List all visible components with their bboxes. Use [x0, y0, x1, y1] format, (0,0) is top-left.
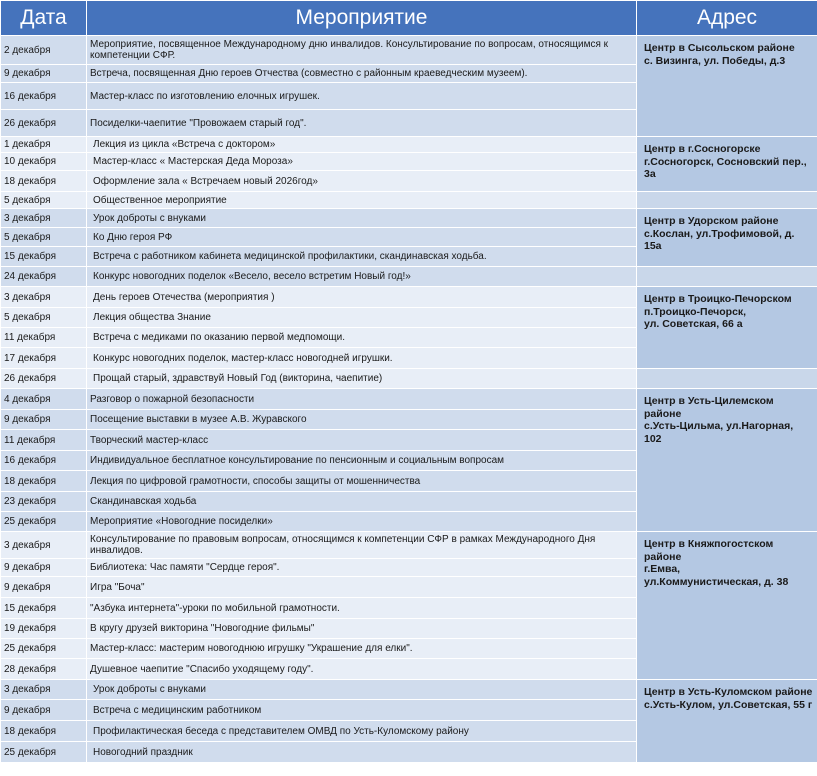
event-row: [1, 389, 817, 410]
event-description: Профилактическая беседа с представителем ОМВД по Усть-Куломскому району: [87, 721, 637, 742]
event-date: 9 декабря: [1, 65, 87, 83]
address-empty-cell: [637, 267, 817, 287]
event-description: Конкурс новогодних поделок «Весело, весело встретим Новый год!»: [87, 267, 637, 287]
header-row: [1, 1, 817, 36]
event-date: 16 декабря: [1, 451, 87, 471]
event-description: Новогодний праздник: [87, 742, 637, 763]
event-date: 11 декабря: [1, 430, 87, 451]
event-description: Урок доброты с внуками: [87, 680, 637, 700]
event-date: 3 декабря: [1, 680, 87, 700]
event-description: Лекция по цифровой грамотности, способы защиты от мошенничества: [87, 471, 637, 492]
event-date: 3 декабря: [1, 532, 87, 559]
event-description: Мероприятие, посвященное Международному дню инвалидов. Консультирование по вопросам, относящимся к компетенции СФР.: [87, 36, 637, 65]
event-date: 11 декабря: [1, 328, 87, 348]
event-description: Мастер-класс: мастерим новогоднюю игрушку "Украшение для елки".: [87, 639, 637, 659]
header-date: Дата: [1, 1, 87, 36]
event-date: 18 декабря: [1, 471, 87, 492]
event-date: 23 декабря: [1, 492, 87, 512]
event-date: 9 декабря: [1, 577, 87, 598]
header-address: Адрес: [637, 1, 817, 36]
event-date: 5 декабря: [1, 228, 87, 247]
event-description: Консультирование по правовым вопросам, относящимся к компетенции СФР в рамках Международного Дня инвалидов.: [87, 532, 637, 559]
event-description: Душевное чаепитие "Спасибо уходящему году".: [87, 659, 637, 680]
event-date: 9 декабря: [1, 700, 87, 721]
event-row: [1, 532, 817, 559]
event-row: [1, 267, 817, 287]
event-description: Игра "Боча": [87, 577, 637, 598]
event-description: Встреча, посвященная Дню героев Отчества (совместно с районным краеведческим музеем).: [87, 65, 637, 83]
event-description: Библиотека: Час памяти "Сердце героя".: [87, 559, 637, 577]
center-address: Центр в г.Сосногорске г.Сосногорск, Сосновский пер., 3а: [637, 137, 817, 192]
event-date: 9 декабря: [1, 410, 87, 430]
event-row: [1, 36, 817, 65]
event-row: [1, 209, 817, 228]
event-date: 10 декабря: [1, 153, 87, 171]
center-address: Центр в Усть-Цилемском районе с.Усть-Цильма, ул.Нагорная, 102: [637, 389, 817, 532]
event-row: [1, 137, 817, 153]
event-date: 26 декабря: [1, 369, 87, 389]
event-date: 4 декабря: [1, 389, 87, 410]
event-description: Ко Дню героя РФ: [87, 228, 637, 247]
event-description: Оформление зала « Встречаем новый 2026год»: [87, 171, 637, 192]
event-description: Общественное мероприятие: [87, 192, 637, 209]
center-address: Центр в Усть-Куломском районе с.Усть-Кулом, ул.Советская, 55 г: [637, 680, 817, 763]
event-date: 1 декабря: [1, 137, 87, 153]
event-description: Индивидуальное бесплатное консультирование по пенсионным и социальным вопросам: [87, 451, 637, 471]
event-description: Встреча с медиками по оказанию первой медпомощи.: [87, 328, 637, 348]
event-description: "Азбука интернета"-уроки по мобильной грамотности.: [87, 598, 637, 619]
event-description: Разговор о пожарной безопасности: [87, 389, 637, 410]
address-empty-cell: [637, 192, 817, 209]
center-address: Центр в Сысольском районе с. Визинга, ул. Победы, д.3: [637, 36, 817, 137]
event-date: 28 декабря: [1, 659, 87, 680]
event-description: Встреча с медицинским работником: [87, 700, 637, 721]
event-date: 5 декабря: [1, 308, 87, 328]
event-date: 5 декабря: [1, 192, 87, 209]
event-date: 19 декабря: [1, 619, 87, 639]
center-address: Центр в Удорском районе с.Кослан, ул.Трофимовой, д. 15а: [637, 209, 817, 267]
event-description: Прощай старый, здравствуй Новый Год (викторина, чаепитие): [87, 369, 637, 389]
event-description: Мероприятие «Новогодние посиделки»: [87, 512, 637, 532]
center-address: Центр в Княжпогостском районе г.Емва, ул.Коммунистическая, д. 38: [637, 532, 817, 680]
event-date: 15 декабря: [1, 598, 87, 619]
event-date: 24 декабря: [1, 267, 87, 287]
event-description: День героев Отечества (мероприятия ): [87, 287, 637, 308]
event-row: [1, 369, 817, 389]
event-date: 15 декабря: [1, 247, 87, 267]
event-description: В кругу друзей викторина "Новогодние фильмы": [87, 619, 637, 639]
event-date: 25 декабря: [1, 742, 87, 763]
event-description: Мастер-класс по изготовлению елочных игрушек.: [87, 83, 637, 110]
event-date: 2 декабря: [1, 36, 87, 65]
event-description: Посещение выставки в музее А.В. Журавского: [87, 410, 637, 430]
event-description: Урок доброты с внуками: [87, 209, 637, 228]
event-date: 16 декабря: [1, 83, 87, 110]
event-description: Творческий мастер-класс: [87, 430, 637, 451]
event-description: Конкурс новогодних поделок, мастер-класс новогодней игрушки.: [87, 348, 637, 369]
center-address: Центр в Троицко-Печорском п.Троицко-Печорск, ул. Советская, 66 а: [637, 287, 817, 369]
event-description: Лекция из цикла «Встреча с доктором»: [87, 137, 637, 153]
address-empty-cell: [637, 369, 817, 389]
event-date: 3 декабря: [1, 209, 87, 228]
event-description: Лекция общества Знание: [87, 308, 637, 328]
event-row: [1, 192, 817, 209]
event-row: [1, 287, 817, 308]
event-row: [1, 680, 817, 700]
event-date: 25 декабря: [1, 512, 87, 532]
event-description: Скандинавская ходьба: [87, 492, 637, 512]
events-body: [1, 36, 817, 763]
event-date: 18 декабря: [1, 721, 87, 742]
event-description: Посиделки-чаепитие "Провожаем старый год".: [87, 110, 637, 137]
header-event: Мероприятие: [87, 1, 637, 36]
event-description: Встреча с работником кабинета медицинской профилактики, скандинавская ходьба.: [87, 247, 637, 267]
event-date: 25 декабря: [1, 639, 87, 659]
event-date: 18 декабря: [1, 171, 87, 192]
event-description: Мастер-класс « Мастерская Деда Мороза»: [87, 153, 637, 171]
event-date: 17 декабря: [1, 348, 87, 369]
event-date: 3 декабря: [1, 287, 87, 308]
event-date: 9 декабря: [1, 559, 87, 577]
event-date: 26 декабря: [1, 110, 87, 137]
